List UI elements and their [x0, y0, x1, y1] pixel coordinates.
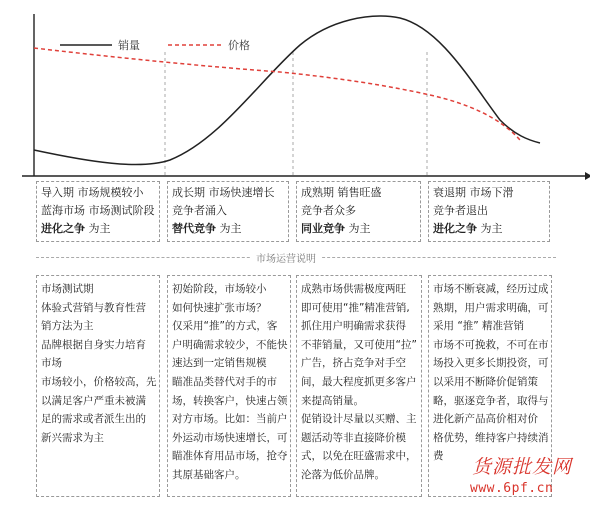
desc-line: 成熟市场供需极度两旺 [301, 283, 406, 295]
desc-line: 场投入更多长期投资，可 [433, 357, 549, 370]
desc-box-growth [167, 275, 291, 497]
desc-line: 市场不可挽救，不可在市 [433, 338, 549, 351]
desc-line: 对方市场。比如：当前户 [172, 413, 288, 426]
desc-line: 式，以免在旺盛需求中， [301, 450, 417, 463]
desc-line: 题活动等非直接降价模 [301, 431, 406, 444]
legend-sales-label: 销量 [118, 39, 140, 52]
desc-line: 外运动市场快速增长，可 [172, 431, 288, 444]
sales-curve [34, 16, 540, 164]
stage-line1: 衰退期 市场下滑 [433, 186, 514, 199]
desc-line: 来提高销量。 [301, 394, 364, 407]
stage-box-maturity [296, 181, 421, 242]
price-curve [34, 48, 520, 140]
stage-line1: 导入期 市场规模较小 [41, 186, 144, 199]
desc-line: 场，转换客户，快速占领 [172, 394, 288, 407]
desc-line: 市场较小，价格较高，先 [41, 375, 157, 388]
desc-box-introduction [36, 275, 160, 497]
desc-line: 广告，挤占竞争对手空 [301, 357, 406, 370]
stage-suffix: 为主 [216, 222, 242, 235]
legend-price-label: 价格 [228, 39, 250, 52]
lifecycle-chart [0, 0, 590, 190]
desc-line: 采用 “推” 精准营销 [433, 320, 525, 333]
stage-competition-type: 替代竞争 [172, 222, 216, 235]
desc-line: 熟期，用户需求明确，可 [433, 301, 549, 314]
desc-line: 格优势，维持客户持续消 [433, 431, 549, 444]
desc-line: 促销设计尽量以买赠、主 [301, 413, 417, 426]
desc-line: 仅采用“推”的方式，客 [172, 320, 278, 333]
desc-line: 瞄准品类替代对手的市 [172, 375, 277, 388]
stage-competition [301, 220, 416, 238]
desc-line: 以采用不断降价促销策 [433, 375, 538, 388]
desc-line: 即可使用“推”精准营销, [301, 301, 410, 314]
stage-suffix: 为主 [477, 222, 503, 235]
desc-line: 抓住用户明确需求获得 [301, 320, 406, 333]
desc-line: 如何快速扩张市场？ [172, 301, 267, 314]
desc-line: 以满足客户严重未被满 [41, 394, 146, 407]
watermark-url: www.6pf.cn [470, 481, 554, 496]
stage-line2: 竞争者涌入 [172, 204, 227, 217]
desc-box-maturity [296, 275, 422, 497]
x-axis-arrow [585, 172, 590, 180]
desc-line: 足的需求或者派生出的 [41, 413, 146, 426]
desc-line: 不菲销量，又可使用“拉” [301, 338, 417, 351]
desc-line: 其原基础客户。 [172, 468, 246, 481]
stage-line2: 竞争者退出 [433, 204, 488, 217]
stage-line2: 竞争者众多 [301, 204, 356, 217]
watermark-text: 货源批发网 [472, 456, 573, 478]
desc-line: 市场不断衰减，经历过成 [433, 283, 549, 295]
stage-competition [41, 220, 155, 238]
stage-box-decline [428, 181, 550, 242]
desc-line: 进化新产品高价相对价 [433, 413, 538, 426]
stage-competition [172, 220, 284, 238]
desc-line: 销方法为主 [41, 320, 94, 333]
desc-line: 品牌根据自身实力培育 [41, 338, 146, 351]
desc-line: 市场 [41, 357, 62, 370]
stage-suffix: 为主 [345, 222, 371, 235]
stage-competition [433, 220, 545, 238]
desc-line: 户明确需求较少，不能快 [172, 338, 288, 351]
desc-line: 费 [433, 450, 444, 463]
desc-line: 市场测试期 [41, 283, 94, 295]
stage-competition-type: 进化之争 [433, 222, 477, 235]
desc-line: 间，最大程度抓更多客户 [301, 375, 417, 388]
stage-competition-type: 同业竞争 [301, 222, 345, 235]
section-title: 市场运营说明 [250, 250, 322, 265]
stage-box-growth [167, 181, 289, 242]
desc-line: 新兴需求为主 [41, 431, 104, 444]
stage-box-introduction [36, 181, 160, 242]
stage-suffix: 为主 [85, 222, 111, 235]
stage-line1: 成熟期 销售旺盛 [301, 186, 382, 199]
stage-competition-type: 进化之争 [41, 222, 85, 235]
stage-line2: 蓝海市场 市场测试阶段 [41, 204, 155, 217]
desc-line: 沦落为低价品牌。 [301, 468, 385, 481]
desc-line: 瞄准体育用品市场，抢夺 [172, 450, 288, 463]
desc-line: 略，驱逐竞争者，取得与 [433, 394, 549, 407]
stage-line1: 成长期 市场快速增长 [172, 186, 275, 199]
desc-line: 速达到一定销售规模 [172, 357, 267, 370]
desc-line: 初始阶段，市场较小 [172, 283, 267, 295]
desc-line: 体验式营销与教育性营 [41, 301, 146, 314]
